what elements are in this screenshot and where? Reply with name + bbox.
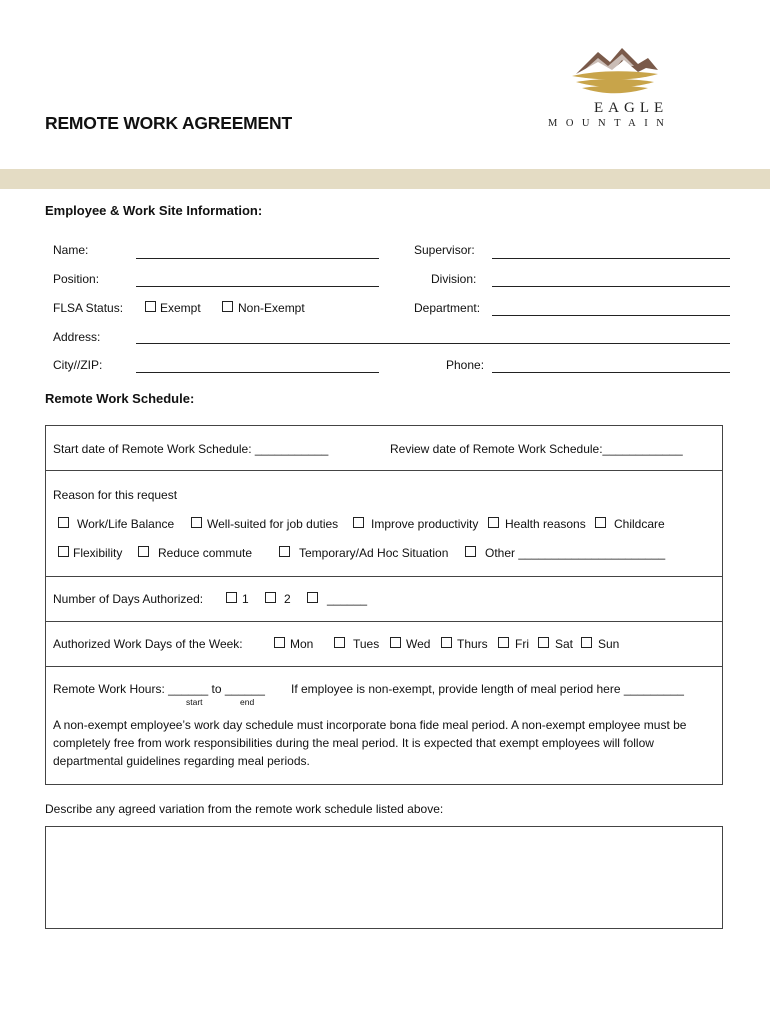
other-label: Other ______________________ bbox=[485, 546, 666, 560]
wed-label: Wed bbox=[406, 637, 431, 651]
address-field[interactable] bbox=[136, 343, 730, 344]
reduce-label: Reduce commute bbox=[158, 546, 253, 560]
days-other-checkbox[interactable] bbox=[307, 592, 318, 603]
name-field[interactable] bbox=[136, 258, 379, 259]
nonexempt-label: Non-Exempt bbox=[238, 301, 305, 315]
schedule-divider-2 bbox=[45, 576, 723, 577]
position-label: Position: bbox=[53, 272, 100, 286]
tues-label: Tues bbox=[353, 637, 380, 651]
variation-textarea[interactable] bbox=[45, 826, 723, 929]
position-field[interactable] bbox=[136, 286, 379, 287]
hours-field[interactable]: Remote Work Hours: ______ to ______ bbox=[53, 682, 265, 696]
flexibility-label: Flexibility bbox=[73, 546, 123, 560]
nonexempt-checkbox[interactable] bbox=[222, 301, 233, 312]
flsa-label: FLSA Status: bbox=[53, 301, 124, 315]
sun-label: Sun bbox=[598, 637, 620, 651]
wellsuited-checkbox[interactable] bbox=[191, 517, 202, 528]
tues-checkbox[interactable] bbox=[334, 637, 345, 648]
days-2-checkbox[interactable] bbox=[265, 592, 276, 603]
fri-checkbox[interactable] bbox=[498, 637, 509, 648]
schedule-divider-3 bbox=[45, 621, 723, 622]
hours-start-caption: start bbox=[186, 697, 203, 707]
employee-heading: Employee & Work Site Information: bbox=[45, 203, 263, 218]
exempt-label: Exempt bbox=[160, 301, 201, 315]
cityzip-field[interactable] bbox=[136, 372, 379, 373]
logo-mountain-text: MOUNTAIN bbox=[548, 118, 673, 129]
phone-field[interactable] bbox=[492, 372, 730, 373]
page-title: REMOTE WORK AGREEMENT bbox=[45, 113, 292, 133]
improve-checkbox[interactable] bbox=[353, 517, 364, 528]
weekdays-label: Authorized Work Days of the Week: bbox=[53, 637, 243, 651]
supervisor-label: Supervisor: bbox=[414, 243, 475, 257]
childcare-label: Childcare bbox=[614, 517, 665, 531]
days-1-checkbox[interactable] bbox=[226, 592, 237, 603]
schedule-divider-4 bbox=[45, 666, 723, 667]
department-field[interactable] bbox=[492, 315, 730, 316]
division-field[interactable] bbox=[492, 286, 730, 287]
supervisor-field[interactable] bbox=[492, 258, 730, 259]
days-2-label: 2 bbox=[284, 592, 291, 606]
department-label: Department: bbox=[414, 301, 481, 315]
worklife-label: Work/Life Balance bbox=[77, 517, 175, 531]
wed-checkbox[interactable] bbox=[390, 637, 401, 648]
start-date-field[interactable]: Start date of Remote Work Schedule: ___________ bbox=[53, 442, 329, 456]
address-label: Address: bbox=[53, 330, 101, 344]
health-checkbox[interactable] bbox=[488, 517, 499, 528]
improve-label: Improve productivity bbox=[371, 517, 479, 531]
days-authorized-label: Number of Days Authorized: bbox=[53, 592, 204, 606]
wellsuited-label: Well-suited for job duties bbox=[207, 517, 339, 531]
worklife-checkbox[interactable] bbox=[58, 517, 69, 528]
cityzip-label: City//ZIP: bbox=[53, 358, 103, 372]
reduce-checkbox[interactable] bbox=[138, 546, 149, 557]
sun-checkbox[interactable] bbox=[581, 637, 592, 648]
phone-label: Phone: bbox=[446, 358, 485, 372]
childcare-checkbox[interactable] bbox=[595, 517, 606, 528]
name-label: Name: bbox=[53, 243, 89, 257]
mon-checkbox[interactable] bbox=[274, 637, 285, 648]
fri-label: Fri bbox=[515, 637, 529, 651]
other-checkbox[interactable] bbox=[465, 546, 476, 557]
thurs-checkbox[interactable] bbox=[441, 637, 452, 648]
hours-end-caption: end bbox=[240, 697, 255, 707]
division-label: Division: bbox=[431, 272, 477, 286]
health-label: Health reasons bbox=[505, 517, 586, 531]
meal-policy-paragraph: A non-exempt employee’s work day schedule must incorporate bona fide meal period. A non-exempt employee must be completely free from work responsibilities during the meal period. It is expected that exempt employees will follow departmental guidelines regarding meal periods. bbox=[53, 718, 687, 768]
days-1-label: 1 bbox=[242, 592, 249, 606]
temporary-checkbox[interactable] bbox=[279, 546, 290, 557]
reason-heading: Reason for this request bbox=[53, 488, 178, 502]
review-date-field[interactable]: Review date of Remote Work Schedule:____________ bbox=[390, 442, 683, 456]
eagle-mountain-logo bbox=[568, 40, 663, 98]
days-other-label: ______ bbox=[327, 592, 368, 606]
variation-label: Describe any agreed variation from the remote work schedule listed above: bbox=[45, 802, 444, 816]
header-band bbox=[0, 169, 770, 189]
mon-label: Mon bbox=[290, 637, 314, 651]
schedule-heading: Remote Work Schedule: bbox=[45, 391, 195, 406]
meal-period-field[interactable]: If employee is non-exempt, provide length of meal period here _________ bbox=[291, 682, 684, 696]
thurs-label: Thurs bbox=[457, 637, 488, 651]
sat-checkbox[interactable] bbox=[538, 637, 549, 648]
logo-eagle-text: EAGLE bbox=[594, 100, 669, 116]
exempt-checkbox[interactable] bbox=[145, 301, 156, 312]
sat-label: Sat bbox=[555, 637, 574, 651]
flexibility-checkbox[interactable] bbox=[58, 546, 69, 557]
temporary-label: Temporary/Ad Hoc Situation bbox=[299, 546, 449, 560]
schedule-divider-1 bbox=[45, 470, 723, 471]
